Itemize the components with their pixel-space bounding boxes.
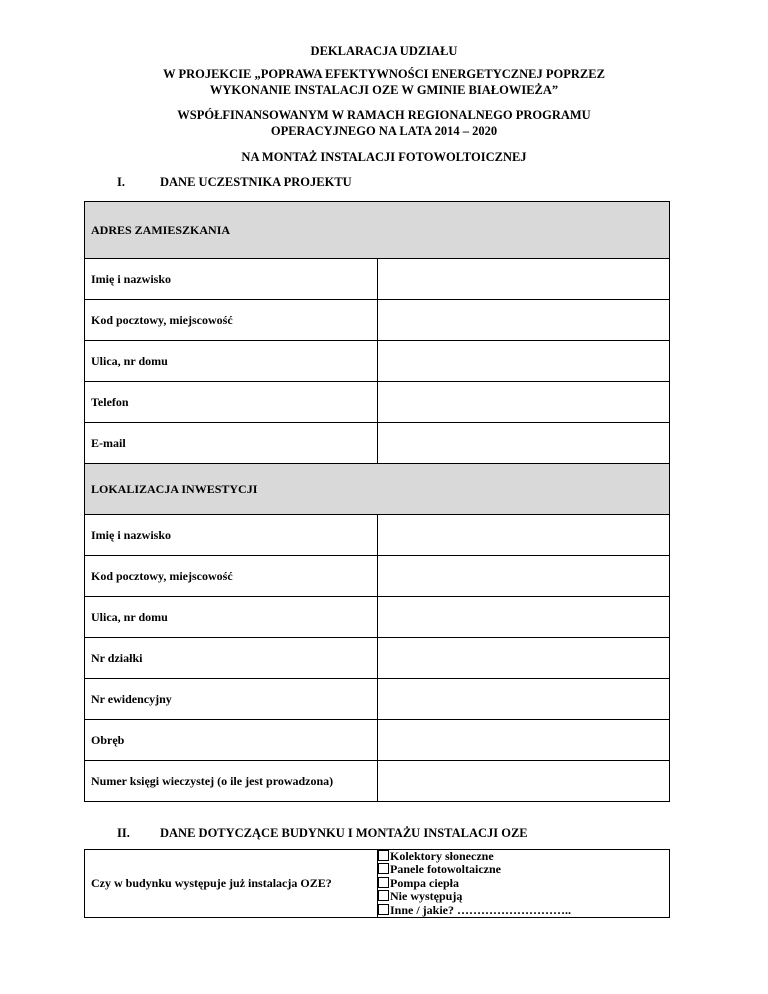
section-2-number: II.	[117, 826, 130, 840]
option-heat-pump[interactable]	[378, 877, 669, 890]
investment-street-input[interactable]	[378, 597, 670, 638]
cofinancing-line-2: OPERACYJNEGO NA LATA 2014 – 2020	[270, 124, 498, 138]
table-row	[85, 341, 670, 382]
investment-name-input[interactable]	[378, 515, 670, 556]
investment-postcode-city-input[interactable]	[378, 556, 670, 597]
option-label: Nie występują	[390, 889, 463, 904]
table-row	[85, 597, 670, 638]
option-photovoltaic-panels[interactable]	[378, 863, 669, 876]
table-row	[85, 638, 670, 679]
plot-number-input[interactable]	[378, 638, 670, 679]
project-name-line-1: W PROJEKCIE „POPRAWA EFEKTYWNOŚCI ENERGETYCZNEJ POPRZEZ	[163, 67, 605, 81]
residence-name-input[interactable]	[378, 259, 670, 300]
option-solar-collectors[interactable]	[378, 850, 669, 863]
field-label: Telefon	[85, 382, 378, 423]
table-row	[85, 300, 670, 341]
option-label: Kolektory słoneczne	[390, 849, 494, 863]
table-row	[85, 259, 670, 300]
building-data-table	[84, 849, 670, 918]
residence-email-input[interactable]	[378, 423, 670, 464]
table-row	[85, 382, 670, 423]
checkbox-icon[interactable]	[378, 890, 389, 901]
field-label: Ulica, nr domu	[85, 341, 378, 382]
residence-heading: ADRES ZAMIESZKANIA	[85, 202, 670, 259]
registry-number-input[interactable]	[378, 679, 670, 720]
residence-postcode-city-input[interactable]	[378, 300, 670, 341]
checkbox-icon[interactable]	[378, 904, 389, 915]
section-1-number: I.	[117, 175, 125, 189]
checkbox-icon[interactable]	[378, 850, 389, 861]
field-label: Kod pocztowy, miejscowość	[85, 556, 378, 597]
table-row	[85, 423, 670, 464]
option-label: Pompa ciepła	[390, 875, 459, 890]
checkbox-icon[interactable]	[378, 863, 389, 874]
document-title: DEKLARACJA UDZIAŁU	[310, 44, 458, 58]
installation-type: NA MONTAŻ INSTALACJI FOTOWOLTOICZNEJ	[241, 150, 527, 164]
section-2-title: DANE DOTYCZĄCE BUDYNKU I MONTAŻU INSTALACJI OZE	[160, 826, 528, 840]
oze-question: Czy w budynku występuje już instalacja OZE?	[85, 850, 378, 918]
section-1-title: DANE UCZESTNIKA PROJEKTU	[160, 175, 352, 189]
checkbox-icon[interactable]	[378, 877, 389, 888]
field-label: Nr ewidencyjny	[85, 679, 378, 720]
residence-phone-input[interactable]	[378, 382, 670, 423]
field-label: Imię i nazwisko	[85, 259, 378, 300]
option-none[interactable]	[378, 890, 669, 903]
field-label: Numer księgi wieczystej (o ile jest prowadzona)	[85, 761, 378, 802]
field-label: E-mail	[85, 423, 378, 464]
table-row	[85, 515, 670, 556]
precinct-input[interactable]	[378, 720, 670, 761]
residence-heading-row	[85, 202, 670, 259]
table-row	[85, 850, 670, 918]
field-label: Kod pocztowy, miejscowość	[85, 300, 378, 341]
residence-street-input[interactable]	[378, 341, 670, 382]
table-row	[85, 761, 670, 802]
land-register-input[interactable]	[378, 761, 670, 802]
option-label: Inne / jakie? ………………………..	[390, 902, 572, 917]
oze-options	[378, 850, 670, 918]
field-label: Ulica, nr domu	[85, 597, 378, 638]
field-label: Obręb	[85, 720, 378, 761]
investment-heading: LOKALIZACJA INWESTYCJI	[85, 464, 670, 515]
investment-heading-row	[85, 464, 670, 515]
option-label: Panele fotowoltaiczne	[390, 862, 501, 877]
option-other[interactable]	[378, 904, 669, 917]
table-row	[85, 679, 670, 720]
field-label: Nr działki	[85, 638, 378, 679]
project-name-line-2: WYKONANIE INSTALACJI OZE W GMINIE BIAŁOWIEŻA”	[209, 83, 559, 97]
cofinancing-line-1: WSPÓŁFINANSOWANYM W RAMACH REGIONALNEGO PROGRAMU	[177, 108, 591, 122]
participant-data-table	[84, 201, 670, 802]
table-row	[85, 556, 670, 597]
field-label: Imię i nazwisko	[85, 515, 378, 556]
table-row	[85, 720, 670, 761]
